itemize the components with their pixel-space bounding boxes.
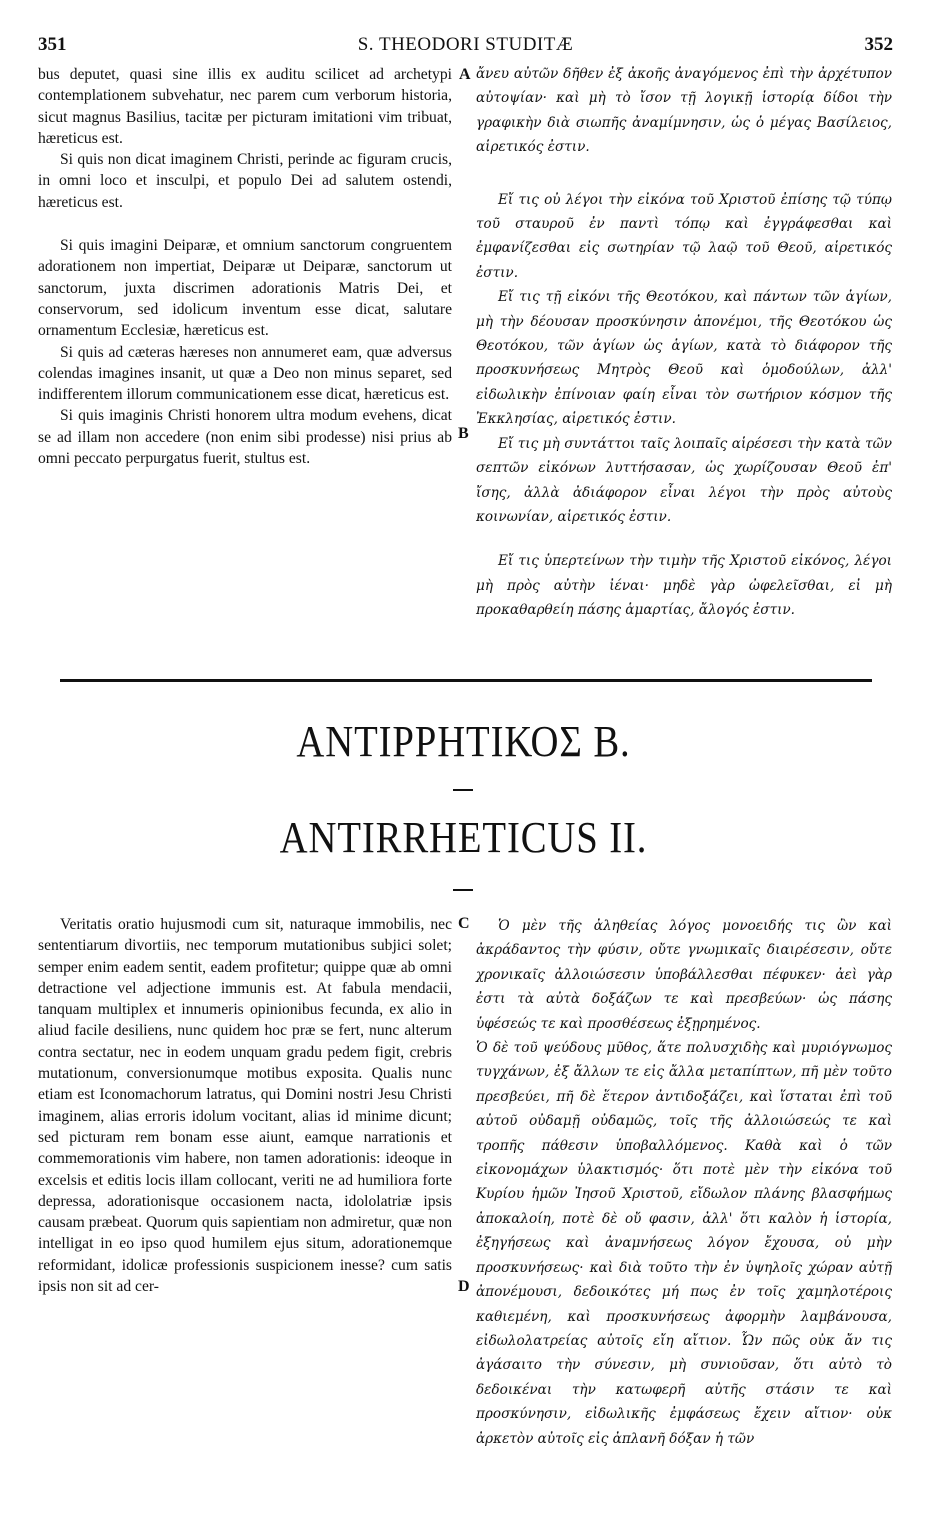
section-divider [60, 679, 872, 682]
section-marker-b: B [458, 425, 469, 442]
bottom-greek-column [476, 914, 892, 1451]
top-greek-column [476, 62, 892, 623]
greek-paragraph: Εἴ τις τῇ εἰκόνι τῆς Θεοτόκου, καὶ πάντων τῶν ἁγίων, μὴ τὴν δέουσαν προσκύνησιν ἀπονέμοι, τῆς Θεοτόκου ὡς Θεοτόκου, τῶν ἁγίων ὡς ἁγίων, κατὰ τὸ διάφορον τῆς προσκυνήσεως Μητρὸς Θεοῦ καὶ ὁμοδούλων, ἀλλ' εἰδωλικὴν ἐπίνοιαν φαίη εἶναι τὸν σωτήριον κόσμον τῆς Ἐκκλησίας, αἱρετικός ἐστιν. [476, 289, 892, 428]
section-marker-c: C [458, 915, 470, 932]
page-header [38, 34, 893, 58]
bottom-latin-column [38, 914, 452, 1297]
greek-paragraph: Εἴ τις μὴ συντάττοι ταῖς λοιπαῖς αἱρέσεσι τὴν κατὰ τῶν σεπτῶν εἰκόνων λυττήσασαν, ὡς χωρίζουσαν Θεοῦ ἐπ' ἴσης, ἀλλὰ ἀδιάφορον εἶναι λέγοι τὴν πρὸς αὐτοὺς κοινωνίαν, αἱρετικός ἐστιν. [476, 435, 892, 525]
section-marker-a: A [459, 66, 471, 83]
latin-title: ANTIRRHETICUS II. [279, 813, 648, 862]
top-latin-column [38, 64, 452, 469]
latin-paragraph: Si quis imagini Deiparæ, et omnium sanctorum congruentem adorationem non impertiat, Deiparæ ut Deiparæ, sanctorum ut sanctorum, juxta discrimen adorationis Matris Dei, et conservorum, sed idolicum inventum esse dicat, salutare ornamentum Ecclesiæ, hæreticus est. [38, 237, 452, 340]
greek-paragraph: Εἴ τις οὐ λέγοι τὴν εἰκόνα τοῦ Χριστοῦ ἐπίσης τῷ τύπῳ τοῦ σταυροῦ ἐν παντὶ τόπῳ καὶ ἐγγράφεσθαι καὶ ἐμφανίζεσθαι εἰς σωτηρίαν τῷ λαῷ τοῦ Θεοῦ, αἱρετικός ἐστιν. [476, 191, 892, 281]
right-page-number: 352 [864, 34, 893, 55]
greek-title: ΑΝΤΙΡΡΗΤΙΚΟΣ Β. [296, 717, 631, 766]
latin-paragraph: bus deputet, quasi sine illis ex auditu scilicet ad archetypi contemplationem subvehatur, nec parem cum verborum historia, sicut magnus Basilius, tacitæ per picturam imitationi vim tribuat, hæreticus est. [38, 66, 452, 147]
latin-paragraph: Si quis non dicat imaginem Christi, perinde ac figuram crucis, in omni loco et insculpi, et populo Dei ad salutem ostendi, hæreticus est. [38, 151, 452, 211]
latin-paragraph: Si quis imaginis Christi honorem ultra modum evehens, dicat se ad illam non accedere (non enim sibi prodesse) nisi prius ab omni peccato perpurgatus fuerit, stultus est. [38, 407, 452, 468]
latin-paragraph: Si quis ad cæteras hæreses non annumeret eam, quæ adversus colendas imagines insanit, ut quæ a Deo non minus separet, sed indifferentem illorum communicationem esse dicat, hæreticus est. [38, 343, 452, 404]
title-dash [453, 889, 473, 891]
greek-paragraph: Ὁ δὲ τοῦ ψεύδους μῦθος, ἅτε πολυσχιδὴς καὶ μυριόγνωμος τυγχάνων, ἐξ ἄλλων τε εἰς ἄλλα μεταπίπτων, πῆ μὲν τοῦτο πρεσβεύει, πῆ δὲ ἕτερον ἀντιδοξάζει, καὶ ἵσταται ἐπὶ τοῦ αὐτοῦ οὐδαμῇ οὐδαμῶς, τοῖς τῆς ἀλλοιώσεώς τε καὶ τροπῆς πάθεσιν ὑποβαλλόμενος. Καθὰ καὶ ὁ τῶν εἰκονομάχων ὑλακτισμός· ὅτι ποτὲ μὲν τὴν εἰκόνα τοῦ Κυρίου ἡμῶν Ἰησοῦ Χριστοῦ, εἴδωλον πλάνης βλασφήμως ἀποκαλοίη, ποτὲ δὲ οὔ φασιν, ἀλλ' ὅτι καλὸν ἡ ἱστορία, ἐξηγήσεως καὶ ἀναμνήσεως λόγον ἔχουσα, οὐ μὴν προσκυνήσεως· καὶ διὰ τοῦτο τὴν ἐν ὑψηλοῖς χώραν αὐτῇ ἀπονέμουσι, δεδοικότες μή πως ἐν τοῖς χαμηλοτέροις καθιεμένη, καὶ προσκυνήσεως ἀφορμὴν λαμβάνουσα, εἰδωλολατρείας αὐτοῖς εἴη αἴτιον. Ὧν πῶς οὐκ ἄν τις ἀγάσαιτο τὴν σύνεσιν, μὴ συνιοῦσαν, ὅτι αὐτὸ τὸ δεδοικέναι τὴν κατωφερῆ αὐτῆς στάσιν τε καὶ προσκύνησιν, εἰδωλικῆς ἐμφάσεως ἔχειν αἴτιον· οὐκ ἀρκετὸν αὐτοῖς εἰς ἀπλανῆ δόξαν ἡ τῶν [476, 1040, 892, 1447]
latin-paragraph: Veritatis oratio hujusmodi cum sit, naturaque immobilis, nec sententiarum divortiis, nec temporum mutationibus subjici solet; semper enim eadem sentit, eadem profitetur; quippe quæ ab omni detractione vel adjectione immunis est. At fabula mendacii, tanquam multiplex et innumeris opinionibus fecunda, ex alio in aliud facile desiliens, nunc quidem hoc præ se fert, nunc alterum contra sectatur, nec in eodem unquam gradu pedem figit, crebris mutationum, conversionumque motibus exposita. Qualis nunc etiam est Iconomachorum latratus, qui Domini nostri Jesu Christi imaginem, alias erroris idolum vocitant, alias id minime dicunt; sed picturam rem bonam esse aiunt, eamque narrationis et commemorationis vim habere, non tamen adorationis: ideoque in excelsis et editis locis illam collocant, veriti ne ad humiliora forte depressa, adorationisque occasionem nacta, idololatriæ ipsis causam præbeat. Quorum quis sapientiam non admiretur, quæ non intelligat in eo ipso quod humilem ejus situm, adorationemque reformidant, idolicæ professionis suspicionem inesse? cum satis ipsis non sit ad cer- [38, 916, 452, 1296]
running-title: S. THEODORI STUDITÆ [357, 34, 574, 55]
title-dash [453, 789, 473, 791]
left-page-number: 351 [38, 34, 67, 55]
section-marker-d: D [458, 1278, 470, 1295]
greek-paragraph: Εἴ τις ὑπερτείνων τὴν τιμὴν τῆς Χριστοῦ εἰκόνος, λέγοι μὴ πρὸς αὐτὴν ἰέναι· μηδὲ γὰρ ὠφελεῖσθαι, εἰ μὴ προκαθαρθείη πάσης ἁμαρτίας, ἄλογός ἐστιν. [476, 553, 892, 619]
greek-paragraph: ἄνευ αὐτῶν δῆθεν ἐξ ἀκοῆς ἀναγόμενος ἐπὶ τὴν ἀρχέτυπον αὐτοψίαν· καὶ μὴ τὸ ἴσον τῇ λογικῇ ἱστορίᾳ δίδοι τὴν γραφικὴν διὰ σιωπῆς ἀναμίμνησιν, ὡς ὁ μέγας Βασίλειος, αἱρετικός ἐστιν. [476, 66, 892, 156]
greek-paragraph: Ὁ μὲν τῆς ἀληθείας λόγος μονοειδής τις ὢν καὶ ἀκράδαντος τὴν φύσιν, οὔτε γνωμικαῖς διαιρέσεσιν, οὔτε χρονικαῖς ἀλλοιώσεσιν ὑποβάλλεσθαι πέφυκεν· ἀεὶ γὰρ ἐστι τὰ αὐτὰ δοξάζων τε καὶ πρεσβεύων· ὡς πάσης ὑφέσεώς τε καὶ προσθέσεως ἐξῃρημένος. [476, 918, 892, 1032]
